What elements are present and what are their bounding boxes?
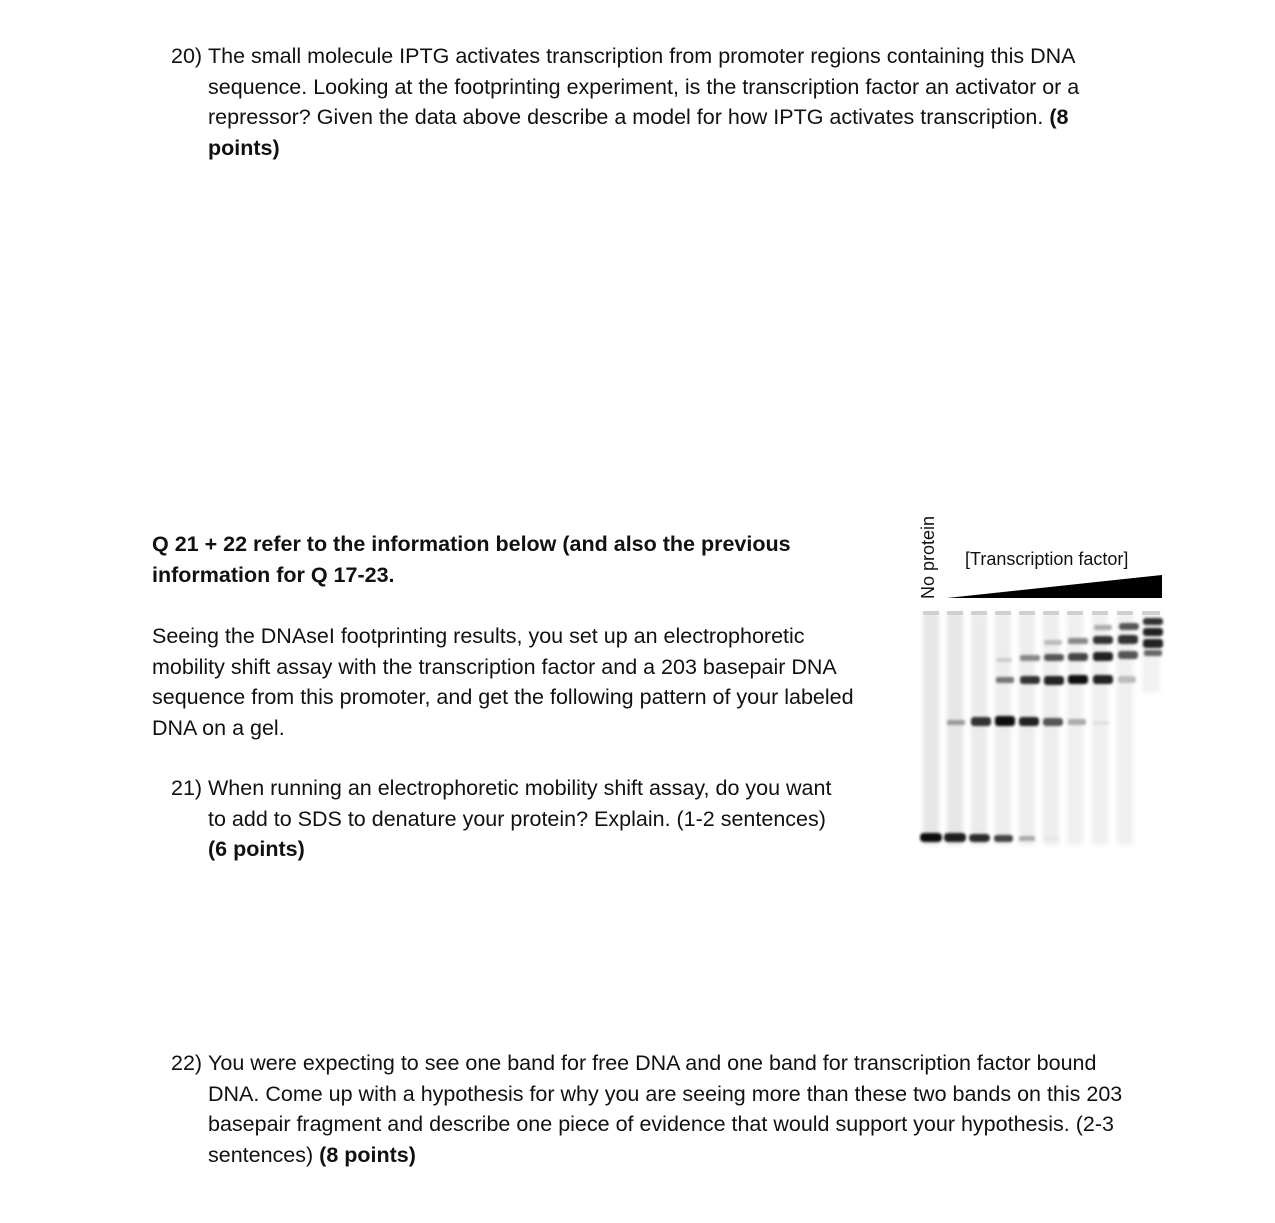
transcription-factor-label: [Transcription factor] <box>965 549 1129 569</box>
no-protein-label: No protein <box>918 515 938 599</box>
section-heading: Q 21 + 22 refer to the information below (and also the previous information for Q 17-23. <box>152 532 791 587</box>
concentration-wedge <box>947 575 1162 598</box>
points-label: (8 points) <box>208 105 1069 160</box>
points-label: (6 points) <box>208 837 305 861</box>
question-text: You were expecting to see one band for free DNA and one band for transcription factor bound DNA. Come up with a hypothesis for why you are seeing more than these two bands on this 203 basepair fragment and describe one piece of evidence that would support your hypothesis. (2-3 sentences) (8 points) <box>208 1051 1123 1167</box>
question-text: The small molecule IPTG activates transcription from promoter regions containing this DNA sequence. Looking at the footprinting experiment, is the transcription factor an activator or a repressor? Given the data above describe a model for how IPTG activates transcription. (8 points) <box>208 44 1080 160</box>
question-text: When running an electrophoretic mobility shift assay, do you want to add to SDS to denature your protein? Explain. (1-2 sentences) (6 points) <box>208 776 832 861</box>
question-number: 21) <box>171 776 203 800</box>
intro-paragraph: Seeing the DNAseI footprinting results, you set up an electrophoretic mobility shift assay with the transcription factor and a 203 basepair DNA sequence from this promoter, and get the following pattern of your labeled DNA on a gel. <box>152 624 854 740</box>
question-number: 20) <box>171 44 203 68</box>
question-20 <box>171 41 1131 163</box>
gel-svg <box>910 505 1180 865</box>
points-label: (8 points) <box>319 1142 416 1167</box>
emsa-gel-figure <box>910 505 1180 865</box>
free-dna-bands <box>920 833 1058 842</box>
question-21 <box>171 773 841 865</box>
gel-wells <box>923 611 1160 615</box>
question-number: 22) <box>171 1051 203 1075</box>
question-22 <box>171 1048 1131 1170</box>
complex-2-bands <box>996 675 1136 685</box>
lane-streaks <box>923 613 1160 845</box>
